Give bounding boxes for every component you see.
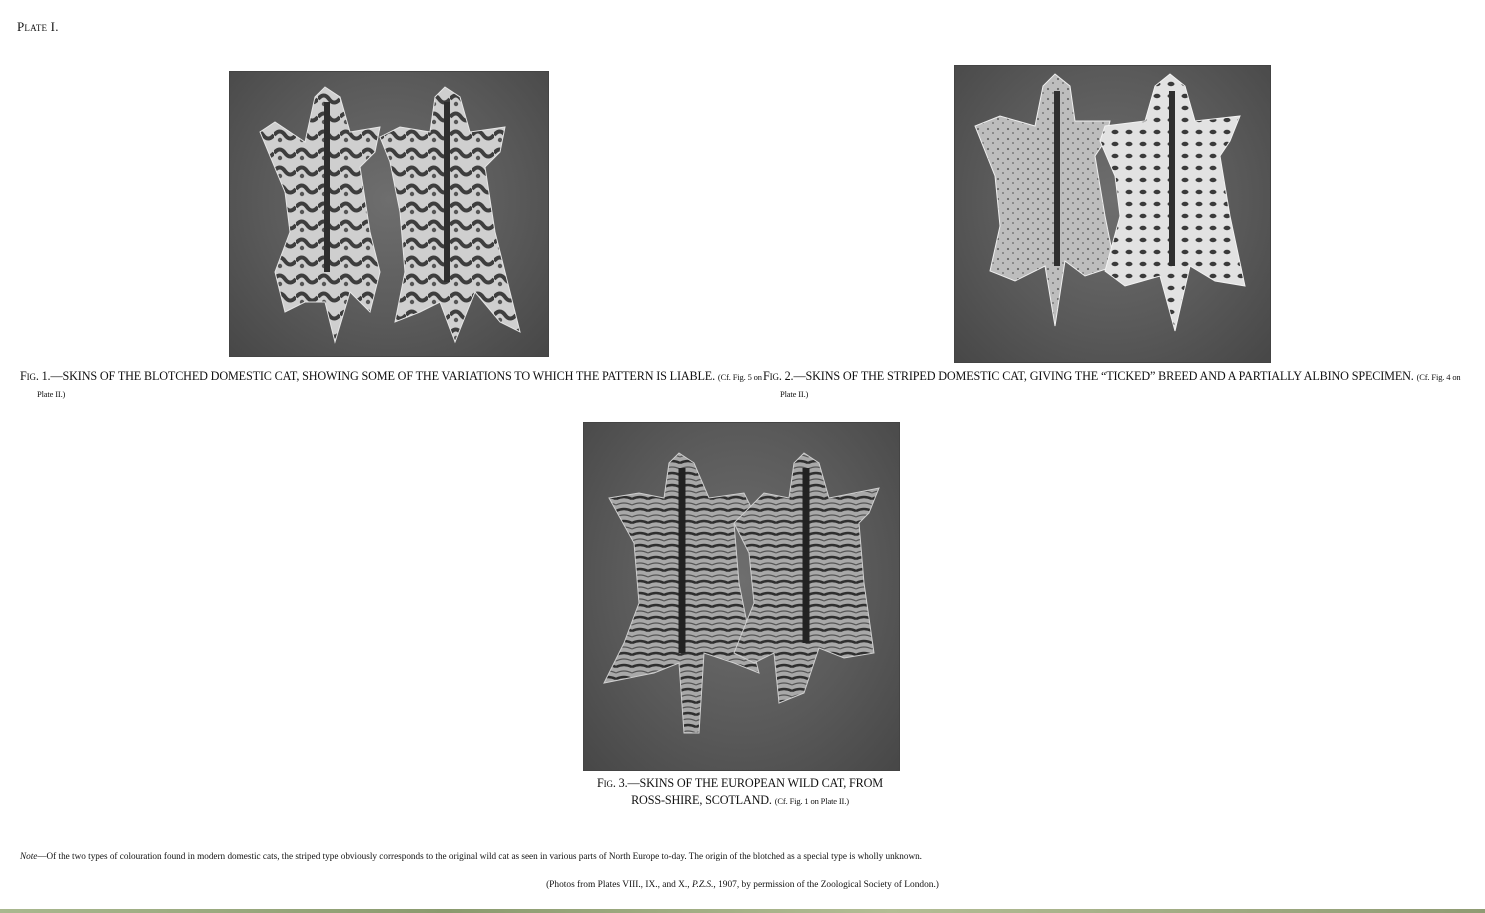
- dash: —: [50, 369, 63, 383]
- fig2-caption: [763, 368, 1461, 403]
- cat-skins-illustration: [584, 423, 899, 770]
- cat-skins-illustration: [230, 72, 548, 356]
- dash: —: [627, 776, 640, 790]
- fig1-caption: [20, 368, 762, 403]
- dash: —: [793, 369, 806, 383]
- figure-title-cont: ROSS-SHIRE, SCOTLAND.: [631, 793, 772, 807]
- figure-reference: (Cf. Fig. 5 on: [717, 372, 762, 382]
- fig3-caption: [560, 775, 920, 810]
- fig1-photo: [229, 71, 549, 357]
- note-label: Note: [20, 851, 38, 861]
- note: [20, 851, 922, 861]
- figure-reference: (Cf. Fig. 4 on: [1416, 372, 1461, 382]
- cat-skins-illustration: [955, 66, 1270, 362]
- credit-text: (Photos from Plates VIII., IX., and X.,: [546, 880, 692, 890]
- fig3-photo: [583, 422, 900, 771]
- figure-title: SKINS OF THE BLOTCHED DOMESTIC CAT, SHOWING SOME OF THE VARIATIONS TO WHICH THE PATTERN IS LIABLE.: [62, 369, 716, 383]
- bottom-strip: [0, 909, 1485, 913]
- credit-journal: P.Z.S.: [691, 880, 714, 890]
- figure-reference-cont: Plate II.): [37, 389, 66, 399]
- note-text: —Of the two types of colouration found in modern domestic cats, the striped type obviously corresponds to the original wild cat as seen in various parts of North Europe to-day. The origin of the blotched as a special type is wholly unknown.: [37, 851, 922, 861]
- figure-number: Fig. 2.: [763, 369, 794, 383]
- fig2-photo: [954, 65, 1271, 363]
- figure-title: SKINS OF THE EUROPEAN WILD CAT, FROM: [639, 776, 883, 790]
- credit-text-end: , 1907, by permission of the Zoological Society of London.): [713, 880, 939, 890]
- figure-reference-cont: Plate II.): [780, 389, 809, 399]
- figure-number: Fig. 3.: [597, 776, 628, 790]
- figure-title: SKINS OF THE STRIPED DOMESTIC CAT, GIVING THE “TICKED” BREED AND A PARTIALLY ALBINO SPECIMEN.: [805, 369, 1414, 383]
- figure-reference: (Cf. Fig. 1 on Plate II.): [774, 796, 849, 806]
- plate-label: Plate I.: [17, 19, 59, 34]
- figure-number: Fig. 1.: [20, 369, 51, 383]
- photo-credit: [0, 880, 1485, 890]
